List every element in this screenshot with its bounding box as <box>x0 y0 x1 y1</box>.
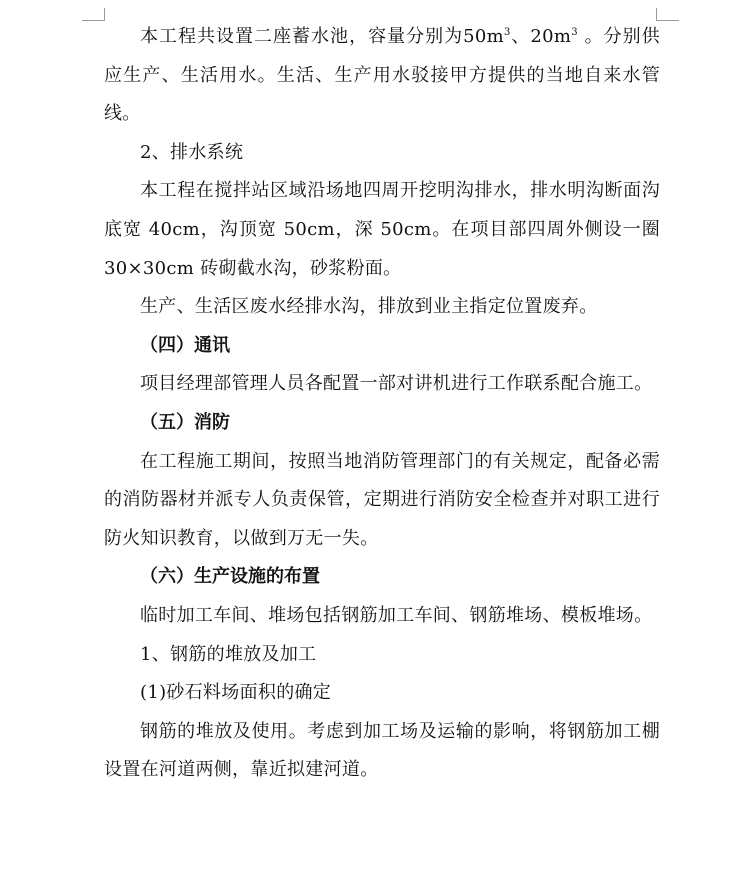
water-supply-paragraph: 本工程共设置二座蓄水池，容量分别为$50m^3$、$20m^3$ 。分别供应生产、生活用水。生活、生产用水驳接甲方提供的当地自来水管线。 <box>104 26 660 125</box>
production-facilities-heading: （六）生产设施的布置 <box>140 566 320 588</box>
page-corner-marker-left <box>82 8 105 21</box>
document-content <box>104 18 660 790</box>
rebar-use-paragraph: 钢筋的堆放及使用。考虑到加工场及运输的影响，将钢筋加工棚设置在河道两侧，靠近拟建河道。 <box>104 720 660 781</box>
wastewater-paragraph: 生产、生活区废水经排水沟，排放到业主指定位置废弃。 <box>140 296 598 318</box>
fire-protection-paragraph: 在工程施工期间，按照当地消防管理部门的有关规定，配备必需的消防器材并派专人负责保管，定期进行消防安全检查并对职工进行防火知识教育，以做到万无一失。 <box>104 450 660 549</box>
drainage-system-heading: 2、排水系统 <box>140 141 244 163</box>
rebar-storage-heading: 1、钢筋的堆放及加工 <box>140 643 317 665</box>
drainage-ditch-paragraph: 本工程在搅拌站区域沿场地四周开挖明沟排水，排水明沟断面沟底宽 40cm，沟顶宽 50cm，深 50cm。在项目部四周外侧设一圈 30×30cm 砖砌截水沟，砂浆粉面。 <box>104 180 660 279</box>
communication-heading: （四）通讯 <box>140 334 230 356</box>
production-facilities-paragraph: 临时加工车间、堆场包括钢筋加工车间、钢筋堆场、模板堆场。 <box>140 604 653 626</box>
fire-protection-heading: （五）消防 <box>140 411 230 433</box>
communication-paragraph: 项目经理部管理人员各配置一部对讲机进行工作联系配合施工。 <box>140 373 653 395</box>
sand-area-subheading: (1)砂石料场面积的确定 <box>140 682 332 704</box>
